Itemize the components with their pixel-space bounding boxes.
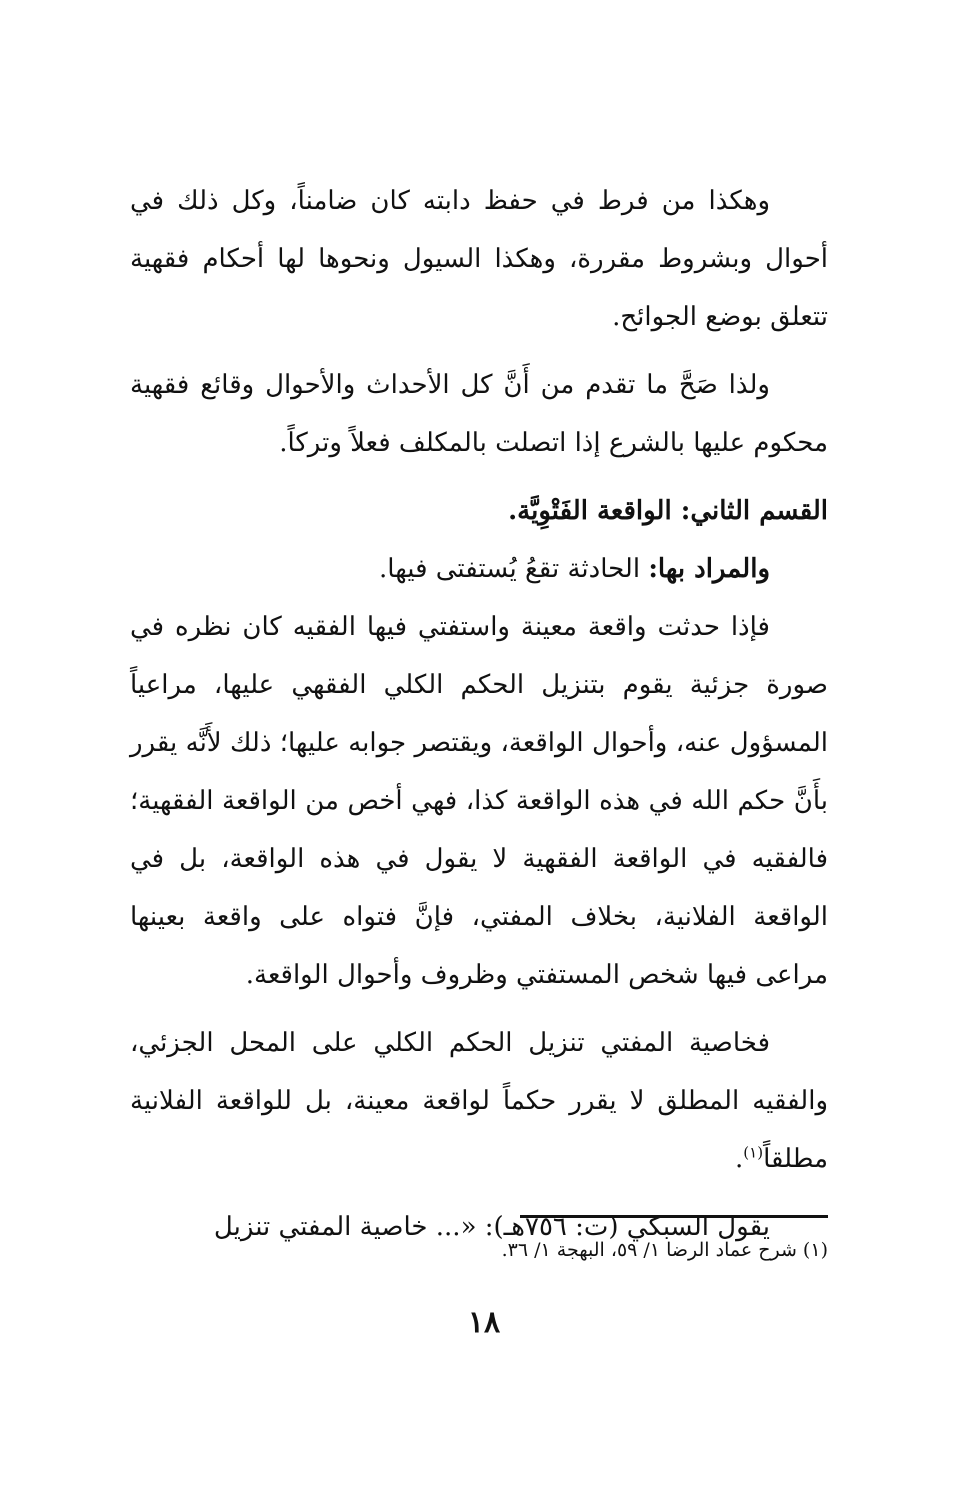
footnote-marker[interactable]: (١) — [743, 1143, 764, 1162]
paragraph-2: ولذا صَحَّ ما تقدم من أَنَّ كل الأحداث والأحوال وقائع فقهية محكوم عليها بالشرع إذا اتصلت بالمكلف فعلاً وتركاً. — [130, 370, 828, 458]
definition-line — [130, 540, 828, 598]
footnote-divider — [520, 1215, 828, 1218]
section-heading: القسم الثاني: الواقعة الفَتْوِيَّة. — [508, 496, 828, 526]
paragraph-4-text: فخاصية المفتي تنزيل الحكم الكلي على المحل الجزئي، والفقيه المطلق لا يقرر حكماً لواقعة معينة، بل للواقعة الفلانية مطلقاً — [130, 1028, 828, 1174]
body-text — [130, 172, 828, 1256]
paragraph-1: وهكذا من فرط في حفظ دابته كان ضامناً، وكل ذلك في أحوال وبشروط مقررة، وهكذا السيول ونحوها لها أحكام فقهية تتعلق بوضع الجوائح. — [130, 186, 828, 332]
definition-text: الحادثة تقعُ يُستفتى فيها. — [379, 554, 649, 584]
paragraph-4 — [130, 1014, 828, 1188]
paragraph-5: يقول السبكي (ت: ٧٥٦هـ): «... خاصية المفتي تنزيل — [213, 1212, 770, 1242]
footnote: (١) شرح عماد الرضا ١/ ٥٩، البهجة ١/ ٣٦. — [501, 1239, 828, 1261]
page-number: ١٨ — [467, 1305, 501, 1340]
definition-lead: والمراد بها: — [648, 554, 770, 584]
paragraph-3: فإذا حدثت واقعة معينة واستفتي فيها الفقيه كان نظره في صورة جزئية يقوم بتنزيل الحكم الكلي الفقهي عليها، مراعياً المسؤول عنه، وأحوال الواقعة، ويقتصر جوابه عليها؛ ذلك لأَنَّه يقرر بأَنَّ حكم الله في هذه الواقعة كذا، فهي أخص من الواقعة الفقهية؛ فالفقيه في الواقعة الفقهية لا يقول في هذه الواقعة، بل في الواقعة الفلانية، بخلاف المفتي، فإنَّ فتواه على واقعة بعينها مراعى فيها شخص المستفتي وظروف وأحوال الواقعة. — [130, 612, 828, 990]
paragraph-4-end: . — [735, 1144, 744, 1174]
